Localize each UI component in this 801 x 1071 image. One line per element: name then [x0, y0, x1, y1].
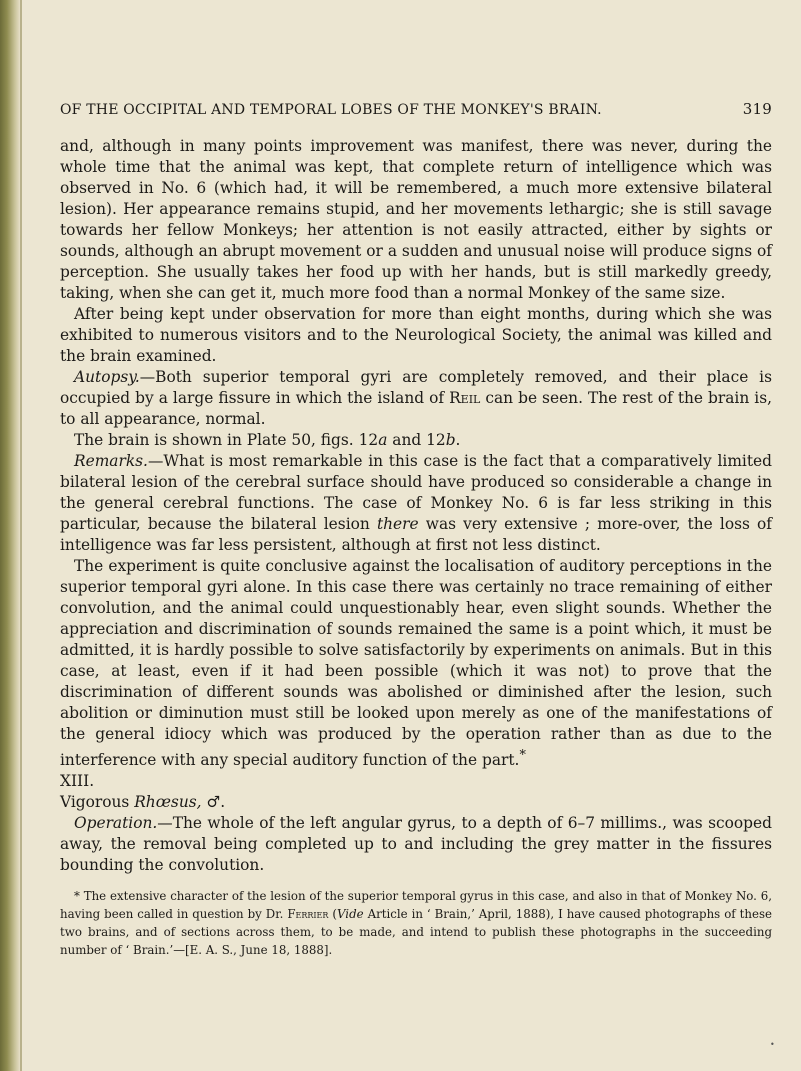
running-title: OF THE OCCIPITAL AND TEMPORAL LOBES OF THE MONKEY'S BRAIN.	[60, 102, 602, 118]
ferrier-name: Ferrier	[287, 906, 329, 921]
subject-line: Vigorous Rhœsus, ♂.	[60, 793, 226, 812]
species-name: Rhœsus,	[134, 793, 202, 812]
paragraph-continuation: and, although in many points improvement was manifest, there was never, during the whole time that the animal was kept, that complete return of intelligence which was observed in No. 6 (which had, it will be remembered, a much more extensive bilateral lesion). Her appearance remains stupid, and her movements lethargic; she is still savage towards her fellow Monkeys; her attention is not easily attracted, either by sights or sounds, although an abrupt movement or a sudden and unusual noise will produce signs of perception. She usually takes her food up with her hands, but is still markedly greedy, taking, when she can get it, much more food than a normal Monkey of the same size.	[60, 137, 772, 302]
footnote: * The extensive character of the lesion of the superior temporal gyrus in this case, and also in that of Monkey No. 6, having been called in question by Dr. Ferrier (Vide Article in ‘ Brain,’ April, 1888), I have caused photographs of these two brains, and of sections across them, to be made, and intend to publish these photographs in the succeeding number of ‘ Brain.’—[E. A. S., June 18, 1888].	[60, 889, 772, 957]
paragraph-autopsy: Autopsy.—Both superior temporal gyri are completely removed, and their place is occupied by a large fissure in which the island of Reil can be seen. The rest of the brain is, to all appearance, normal.	[60, 368, 772, 428]
paragraph-plate-reference: The brain is shown in Plate 50, figs. 12a and 12b.	[74, 431, 461, 449]
running-header	[60, 100, 772, 122]
remarks-label: Remarks.	[74, 452, 148, 470]
gutter-line	[20, 0, 22, 1071]
paragraph-observation: After being kept under observation for more than eight months, during which she was exhibited to numerous visitors and to the Neurological Society, the animal was killed and the brain examined.	[60, 305, 772, 365]
paragraph-remarks: Remarks.—What is most remarkable in this case is the fact that a comparatively limited bilateral lesion of the cerebral surface should have produced so considerable a change in the general cerebral functions. The case of Monkey No. 6 is far less striking in this particular, because the bilateral lesion there was very extensive ; more-over, the loss of intelligence was far less persistent, although at first not less distinct.	[60, 452, 773, 554]
page	[60, 100, 772, 959]
section-heading: XIII.	[60, 772, 95, 791]
body-text	[60, 136, 772, 876]
book-spine-edge	[0, 0, 20, 1071]
operation-label: Operation.	[74, 814, 158, 833]
footnote-marker: *	[519, 748, 526, 763]
reil-name: Reil	[449, 389, 481, 407]
page-number: 319	[742, 100, 772, 118]
autopsy-label: Autopsy.	[74, 368, 140, 386]
print-speck: •	[770, 1040, 775, 1049]
paragraph-operation: Operation.—The whole of the left angular gyrus, to a depth of 6–7 millims., was scooped away, the removal being completed up to and including the grey matter in the fissures bounding the convolution.	[60, 814, 772, 875]
paragraph-experiment: The experiment is quite conclusive against the localisation of auditory perceptions in the superior temporal gyri alone. In this case there was certainly no trace remaining of either convolution, and the animal could unquestionably hear, even slight sounds. Whether the appreciation and discrimination of sounds remained the same is a point which, it must be admitted, it is hardly possible to solve satisfactorily by experiments on animals. But in this case, at least, even if it had been possible (which it was not) to prove that the discrimination of different sounds was abolished or diminished after the lesion, such abolition or diminution must still be looked upon merely as one of the manifestations of the general idiocy which was produced by the operation rather than as due to the interference with any special auditory function of the part.*	[60, 557, 772, 770]
